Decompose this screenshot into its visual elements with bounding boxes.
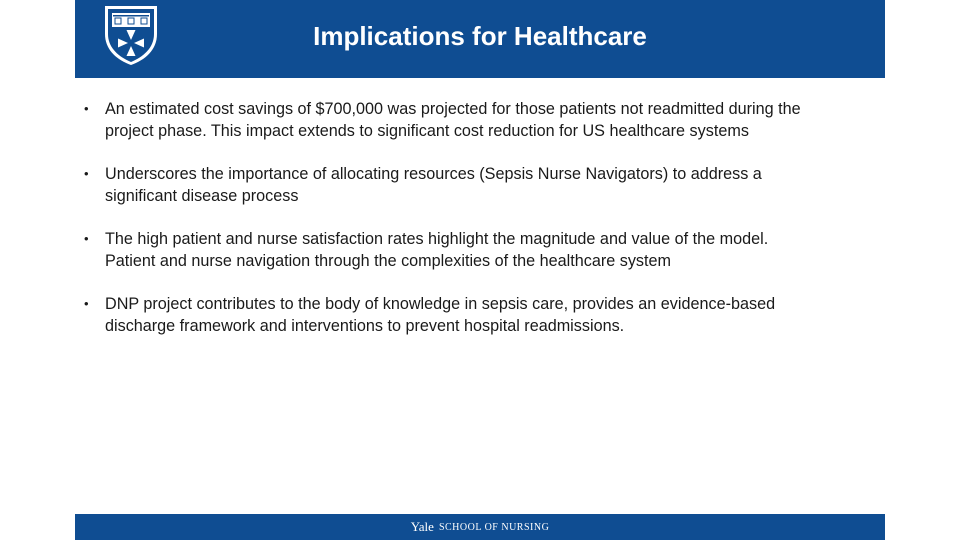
bullet-text: Underscores the importance of allocating resources (Sepsis Nurse Navigators) to address a significant disease process [105, 165, 762, 205]
bullet-item [84, 228, 804, 272]
bullet-text: An estimated cost savings of $700,000 was projected for those patients not readmitted during the project phase. This impact extends to significant cost reduction for US healthcare systems [105, 100, 801, 140]
bullet-text: DNP project contributes to the body of knowledge in sepsis care, provides an evidence-based discharge framework and interventions to prevent hospital readmissions. [105, 295, 776, 335]
bullet-list [84, 98, 804, 358]
bullet-marker: • [84, 231, 89, 246]
bullet-item [84, 98, 804, 142]
footer-bar [75, 514, 885, 540]
bullet-marker: • [84, 101, 89, 116]
bullet-text: The high patient and nurse satisfaction rates highlight the magnitude and value of the model. Patient and nurse navigation through the complexities of the healthcare system [105, 230, 769, 270]
bullet-marker: • [84, 296, 89, 311]
footer-school-name: SCHOOL OF NURSING [438, 521, 550, 533]
bullet-marker: • [84, 166, 89, 181]
bullet-item [84, 163, 804, 207]
bullet-item [84, 293, 804, 337]
slide-title: Implications for Healthcare [313, 20, 647, 51]
footer-yale-wordmark: Yale [410, 519, 434, 534]
